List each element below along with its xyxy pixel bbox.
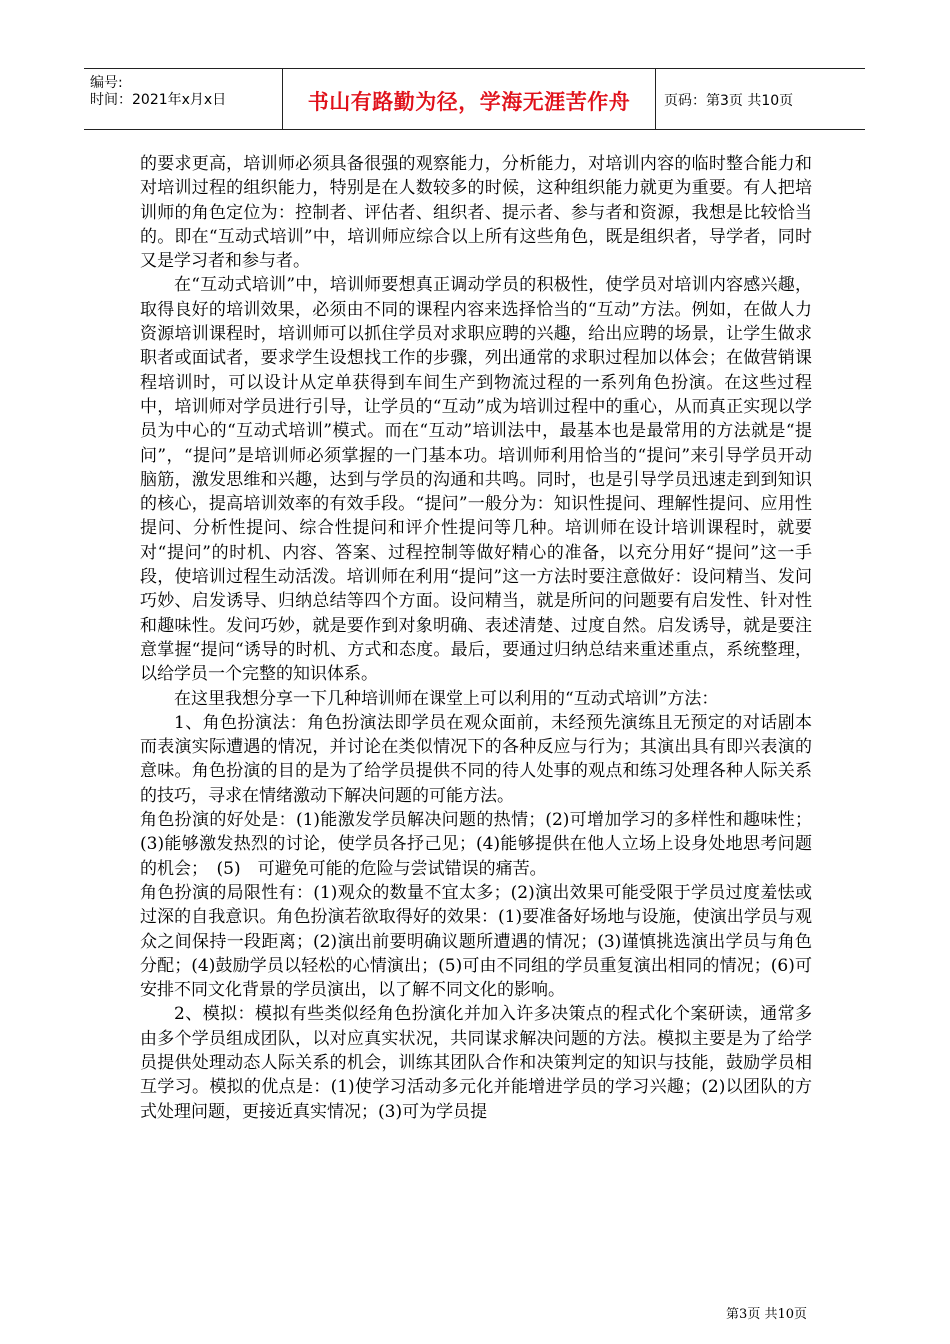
page-footer: 第3页 共10页	[726, 1307, 807, 1322]
page-header	[84, 68, 865, 130]
paragraph: 角色扮演的局限性有：(1)观众的数量不宜太多；(2)演出效果可能受限于学员过度羞怯或过深的自我意识。角色扮演若欲取得好的效果：(1)要准备好场地与设施，使演出学员与观众之间保持一段距离；(2)演出前要明确议题所遭遇的情况；(3)谨慎挑选演出学员与角色分配；(4)鼓励学员以轻松的心情演出；(5)可由不同组的学员重复演出相同的情况；(6)可安排不同文化背景的学员演出，以了解不同文化的影响。	[140, 882, 812, 1001]
paragraph: 2、模拟：模拟有些类似经角色扮演化并加入许多决策点的程式化个案研读，通常多由多个学员组成团队，以对应真实状况，共同谋求解决问题的方法。模拟主要是为了给学员提供处理动态人际关系的机会，训练其团队合作和决策判定的知识与技能，鼓励学员相互学习。模拟的优点是：(1)使学习活动多元化并能增进学员的学习兴趣；(2)以团队的方式处理问题，更接近真实情况；(3)可为学员提	[140, 1004, 812, 1122]
document-time-label: 时间：2021年x月x日	[90, 92, 227, 108]
paragraph: 在这里我想分享一下几种培训师在课堂上可以利用的“互动式培训”方法：	[174, 688, 719, 709]
header-page-code: 页码：第3页 共10页	[664, 93, 794, 109]
document-number-label: 编号:	[90, 75, 123, 91]
header-motto: 书山有路勤为径，学海无涯苦作舟	[307, 90, 631, 114]
paragraph: 1、角色扮演法：角色扮演法即学员在观众面前，未经预先演练且无预定的对话剧本而表演实际遭遇的情况，并讨论在类似情况下的各种反应与行为；其演出具有即兴表演的意味。角色扮演的目的是为了给学员提供不同的待人处事的观点和练习处理各种人际关系的技巧，寻求在情绪激动下解决问题的可能方法。	[140, 712, 812, 806]
header-meta-cell	[84, 69, 282, 129]
paragraph: 的要求更高，培训师必须具备很强的观察能力，分析能力，对培训内容的临时整合能力和对培训过程的组织能力，特别是在人数较多的时候，这种组织能力就更为重要。有人把培训师的角色定位为：控制者、评估者、组织者、提示者、参与者和资源，我想是比较恰当的。即在“互动式培训”中，培训师应综合以上所有这些角色，既是组织者，导学者，同时又是学习者和参与者。	[140, 154, 812, 272]
header-page-cell	[656, 69, 865, 129]
paragraph: 角色扮演的好处是：(1)能激发学员解决问题的热情；(2)可增加学习的多样性和趣味性；(3)能够激发热烈的讨论，使学员各抒己见；(4)能够提供在他人立场上设身处地思考问题的机会； (5) 可避免可能的危险与尝试错误的痛苦。	[140, 810, 812, 879]
body-text	[140, 152, 812, 1124]
header-motto-cell	[282, 69, 656, 129]
paragraph: 在“互动式培训”中，培训师要想真正调动学员的积极性，使学员对培训内容感兴趣，取得良好的培训效果，必须由不同的课程内容来选择恰当的“互动”方法。例如，在做人力资源培训课程时，培训师可以抓住学员对求职应聘的兴趣，给出应聘的场景，让学生做求职者或面试者，要求学生设想找工作的步骤，列出通常的求职过程加以体会；在做营销课程培训时，可以设计从定单获得到车间生产到物流过程的一系列角色扮演。在这些过程中，培训师对学员进行引导，让学员的“互动”成为培训过程中的重心，从而真正实现以学员为中心的“互动式培训”模式。而在“互动”培训法中，最基本也是最常用的方法就是“提问”，“提问”是培训师必须掌握的一门基本功。培训师利用恰当的“提问”来引导学员开动脑筋，激发思维和兴趣，达到与学员的沟通和共鸣。同时，也是引导学员迅速走到到知识的核心，提高培训效率的有效手段。“提问”一般分为：知识性提问、理解性提问、应用性提问、分析性提问、综合性提问和评介性提问等几种。培训师在设计培训课程时，就要对“提问”的时机、内容、答案、过程控制等做好精心的准备，以充分用好“提问”这一手段，使培训过程生动活泼。培训师在利用“提问”这一方法时要注意做好：设问精当、发问巧妙、启发诱导、归纳总结等四个方面。设问精当，就是所问的问题要有启发性、针对性和趣味性。发问巧妙，就是要作到对象明确、表述清楚、过度自然。启发诱导，就是要注意掌握“提问“诱导的时机、方式和态度。最后，要通过归纳总结来重述重点，系统整理，以给学员一个完整的知识体系。	[140, 275, 812, 685]
